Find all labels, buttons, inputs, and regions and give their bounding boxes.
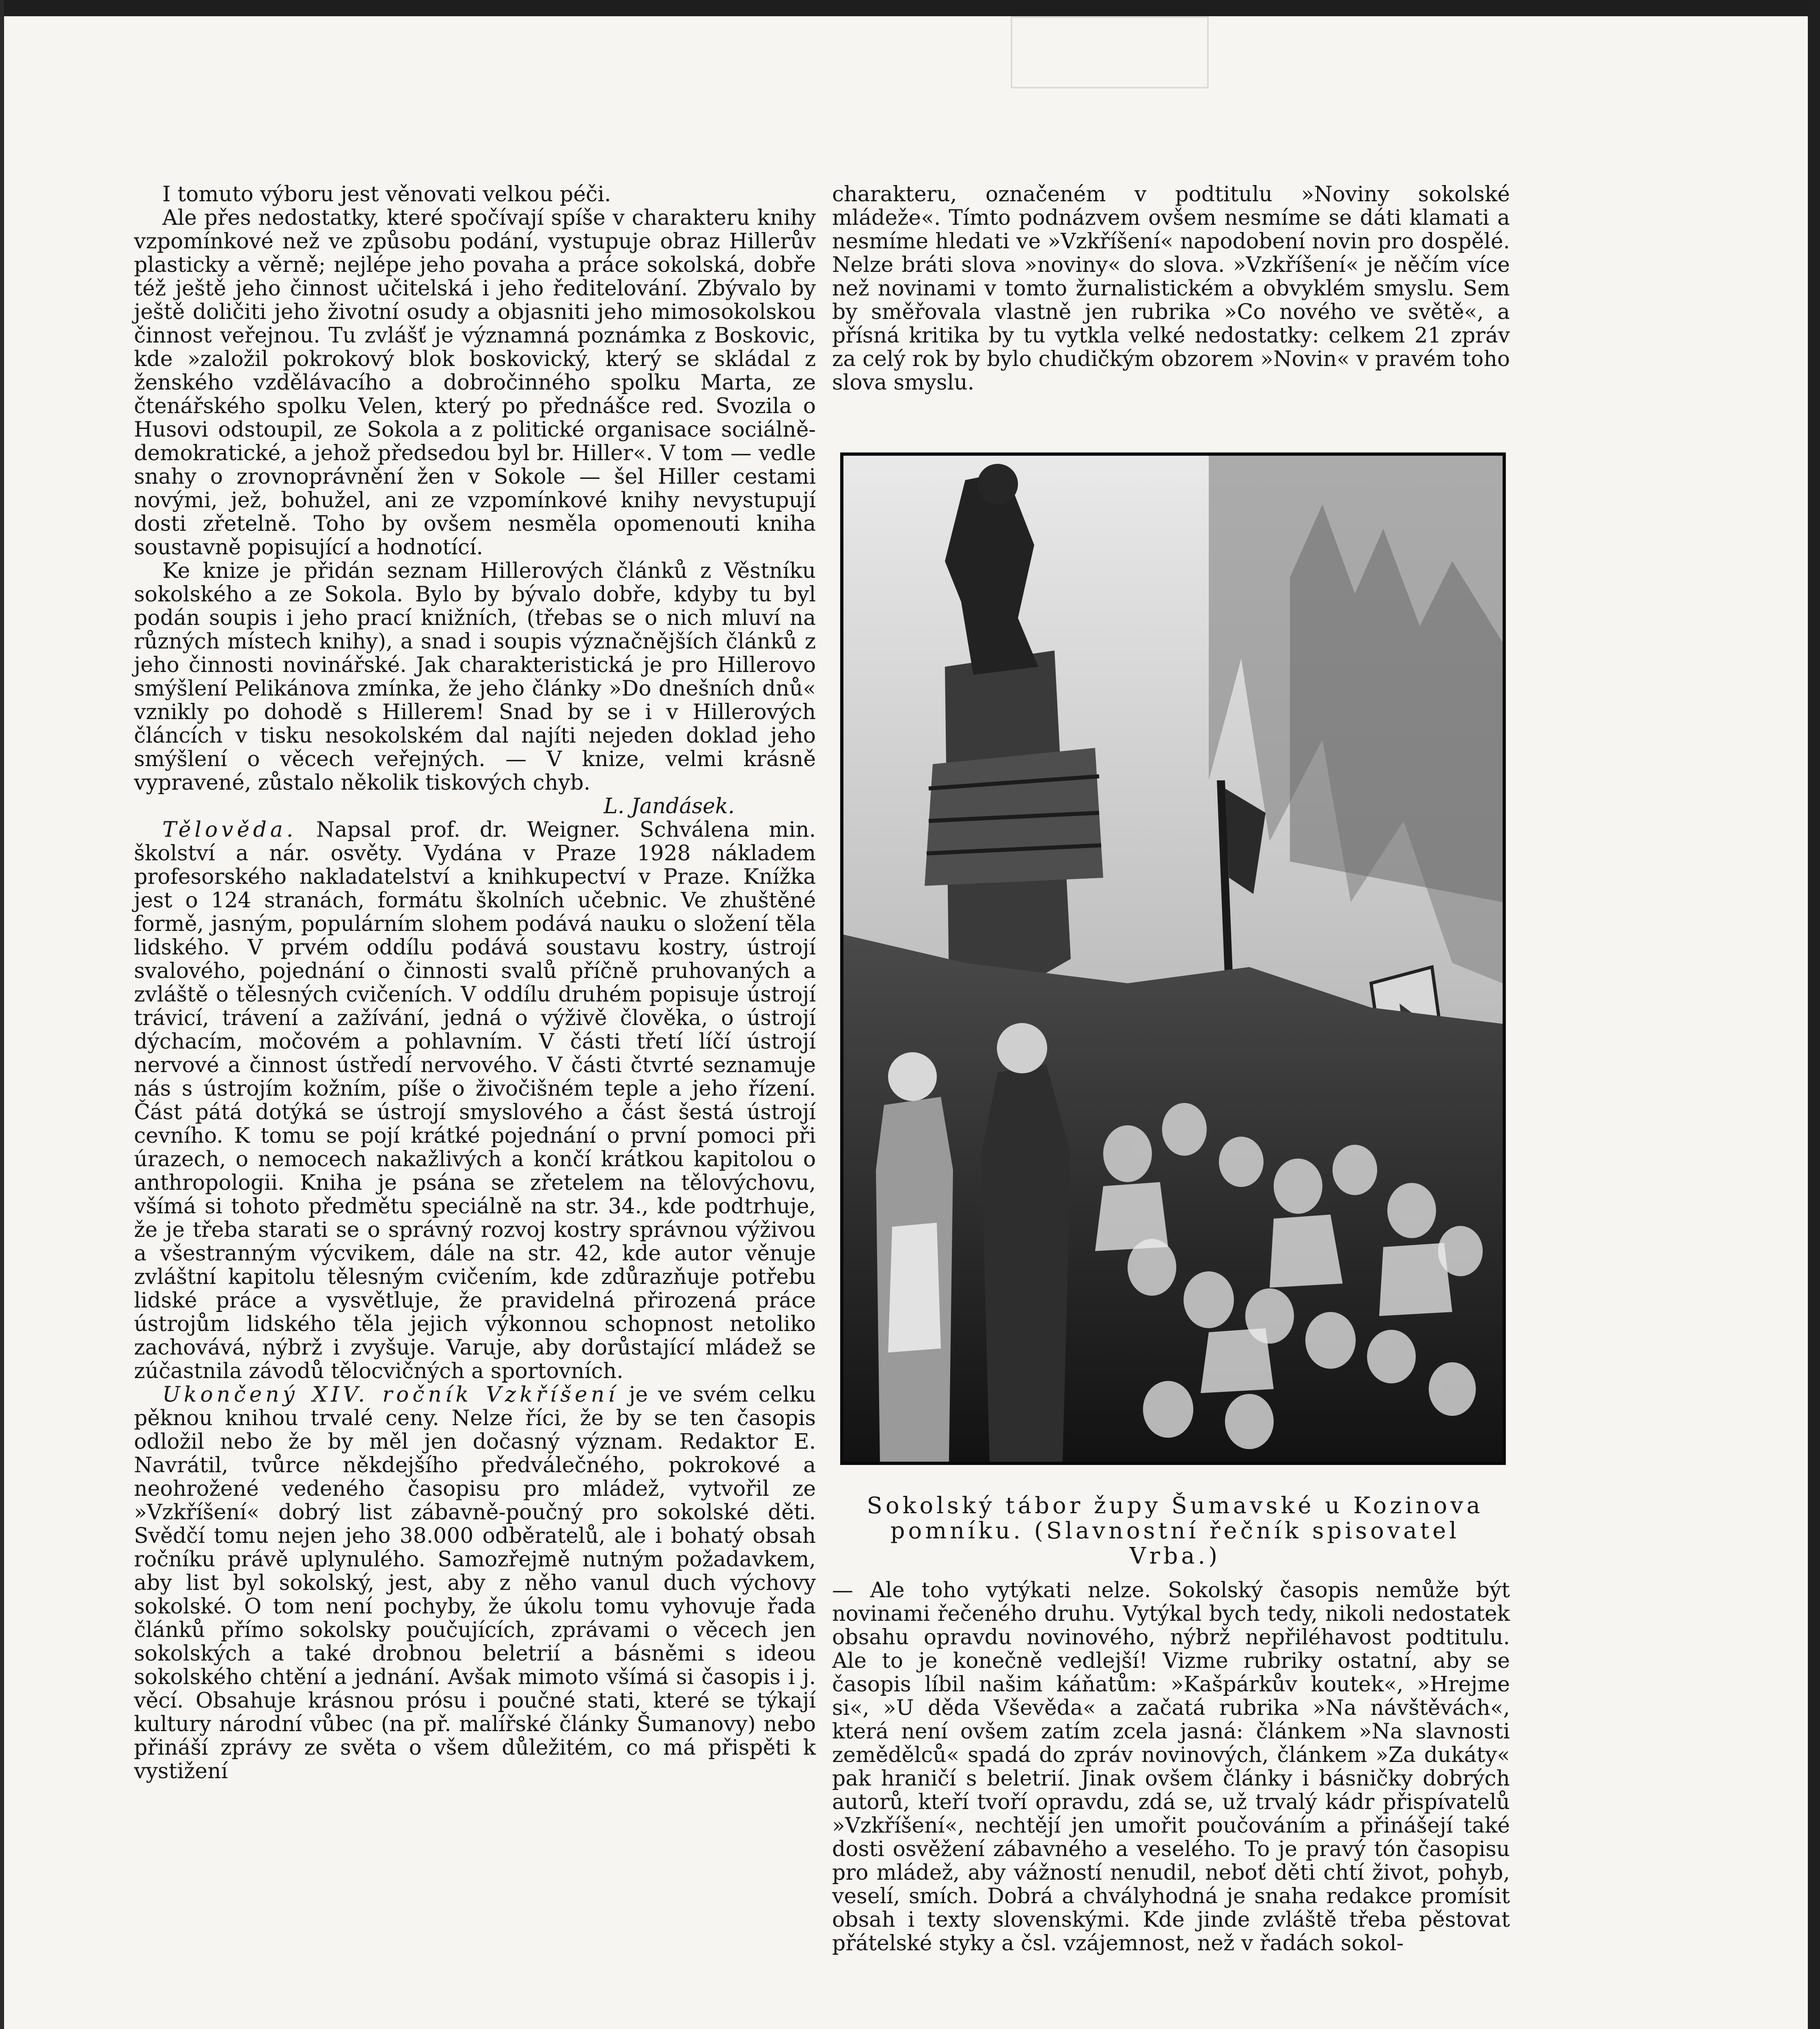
photo-sokol-rally-icon <box>843 456 1503 1462</box>
right-text-column-bottom <box>832 1579 1510 1955</box>
scan-border-right <box>1808 0 1820 2029</box>
paragraph-vzkriseni-critique: — Ale toho vytýkati nelze. Sokolský časopis nemůže být novinami řečeného druhu. Vytýkal bych tedy, nikoli nedostatek obsahu opravdu novinového, nýbrž nepřiléhavost podtitulu. Ale to je konečně vedlejší! Vizme rubriky ostatní, aby se časopis líbil našim káňatům: »Kašpárkův koutek«, »Hrejme si«, »U děda Vševěda« a začatá rubrika »Na návštěvách«, která není ovšem zatím zcela jasná: článkem »Na slavnosti zemědělců« spadá do zpráv novinových, článkem »Za dukáty« pak hraničí s beletrií. Jinak ovšem články i básničky dobrých autorů, kteří tvoří opravdu, zdá se, už trvalý kádr přispívatelů »Vzkříšení«, nechtějí jen umořit poučováním a přinášejí také dosti osvěžení zábavného a veselého. To je pravý tón časopisu pro mládež, aby vážností nenudil, neboť děti chtí život, pohyb, veselí, smích. Dobrá a chvályhodná je snaha redakce promísit obsah i texty slovenskými. Kde jinde zvláště třeba pěstovat přátelské styky a čsl. vzájemnost, než v řadách sokol- <box>832 1578 1510 1956</box>
author-signature: L. Jandásek. <box>604 794 735 818</box>
paragraph-hiller-review: Ale přes nedostatky, které spočívají spíše v charakteru knihy vzpomínkové než ve způsobu podání, vystupuje obraz Hillerův plasticky a věrně; nejlépe jeho povaha a práce sokolská, dobře též ještě jeho činnost učitelská i jeho ředitelování. Zbývalo by ještě doličiti jeho životní osudy a objasniti jeho mimosokolskou činnost veřejnou. Tu zvlášť je významná poznámka z Boskovic, kde »založil pokrokový blok boskovický, který se skládal z ženského vzdělávacího a dobročinného spolku Marta, ze čtenářského spolku Velen, který po přednášce red. Svozila o Husovi odstoupil, ze Sokola a z politické organisace sociálně-demokratické, a jehož předsedou byl br. Hiller«. V tom — vedle snahy o zrovnoprávnění žen v Sokole — šel Hiller cestami novými, jež, bohužel, ani ze vzpomínkové knihy nevystupují dosti zřetelně. Toho by ovšem nesměla opomenouti kniha soustavně popisující a hodnotící. <box>134 206 816 560</box>
right-text-column-top <box>832 183 1510 394</box>
photo-sokol-rally <box>840 452 1506 1465</box>
paragraph-telovedа-review <box>134 818 816 1383</box>
scan-border-left <box>0 0 4 2029</box>
photo-caption: Sokolský tábor župy Šumavské u Kozinova pomníku. (Slavnostní řečník spisovatel Vrba.) <box>867 1493 1484 1569</box>
review-body-vzkriseni: je ve svém celku pěknou knihou trvalé ceny. Nelze říci, že by se ten časopis odložil nebo že by měl jen dočasný význam. Redaktor E. Navrátil, tvůrce někdejšího předválečného, pokrokové a neohrožené vedeného časopisu pro mládež, vytvořil ze »Vzkříšení« dobrý list zábavně-poučný pro sokolské děti. Svědčí tomu nejen jeho 38.000 odběratelů, ale i bohatý obsah ročníku právě uplynulého. Samozřejmě nutným požadavkem, aby list byl sokolský, jest, aby z něho vanul duch výchovy sokolské. O tom není pochyby, že úkolu tomu vyhovuje řada článků přímo sokolsky poučujících, zprávami o věcech jen sokolských a také drobnou beletrií a básněmi s ideou sokolského chtění a jednání. Avšak mimoto všímá si časopis i j. věcí. Obsahuje krásnou prósu i poučné stati, které se týkají kultury národní vůbec (na př. malířské články Šumanovy) nebo přináší zprávy ze světa o všem důležitém, co má přispěti k vystižení <box>134 1383 816 1783</box>
library-stamp-mark <box>1011 16 1209 88</box>
review-title-teloveda: Tělověda. <box>162 818 297 842</box>
paragraph-vzkriseni-continued: charakteru, označeném v podtitulu »Noviny sokolské mládeže«. Tímto podnázvem ovšem nesmíme se dáti klamati a nesmíme hledati ve »Vzkříšení« napodobení novin pro dospělé. Nelze bráti slova »noviny« do slova. »Vzkříšení« je něčím více než novinami v tomto žurnalistickém a obvyklém smyslu. Sem by směřovala vlastně jen rubrika »Co nového ve světě«, a přísná kritika by tu vytkla velké nedostatky: celkem 21 zpráv za celý rok by bylo chudičkým obzorem »Novin« v pravém toho slova smyslu. <box>832 182 1510 395</box>
left-text-column <box>134 183 816 1783</box>
paragraph-articles-list: Ke knize je přidán seznam Hillerových článků z Věstníku sokolského a ze Sokola. Bylo by bývalo dobře, kdyby tu byl podán soupis i jeho prací knižních, (třebas se o nich mluví na různých místech knihy), a snad i soupis význačnějších článků z jeho činnosti novinářské. Jak charakteristická je pro Hillerovo smýšlení Pelikánova zmínka, že jeho články »Do dnešních dnů« vznikly po dohodě s Hillerem! Snad by se i v Hillerových článcích v tisku nesokolském dal najíti nejeden doklad jeho smýšlení o věcech veřejných. — V knize, velmi krásně vypravené, zůstalo několik tiskových chyb. <box>134 559 816 795</box>
scan-border-top <box>0 0 1820 16</box>
review-body-teloveda: Napsal prof. dr. Weigner. Schválena min. školství a nár. osvěty. Vydána v Praze 1928 nákladem profesorského nakladatelství a knihkupectví v Praze. Knížka jest o 124 stranách, formátu školních učebnic. Ve zhuštěné formě, jasným, populárním slohem podává nauku o složení těla lidského. V prvém oddílu podává soustavu kostry, ústrojí svalového, pojednání o činnosti svalů příčně pruhovaných a zvláště o tělesných cvičeních. V oddílu druhém popisuje ústrojí trávicí, trávení a zažívání, jedná o výživě člověka, o ústrojí dýchacím, močovém a pohlavním. V části třetí líčí ústrojí nervové a činnost ústředí nervového. V části čtvrté seznamuje nás s ústrojím kožním, píše o živočišném teple a jeho řízení. Část pátá dotýká se ústrojí smyslového a část šestá ústrojí cevního. K tomu se pojí krátké pojednání o první pomoci při úrazech, o nemocech nakažlivých a končí krátkou kapitolou o anthropologii. Kniha je psána se zřetelem na tělovýchovu, všímá si tohoto předmětu speciálně na str. 34., kde podtrhuje, že je třeba starati se o správný rozvoj kostry správnou výživou a všestranným výcvikem, dále na str. 42, kde autor věnuje zvláštní kapitolu tělesným cvičením, kde zdůrazňuje potřebu lidské práce a vysvětluje, že pravidelná přirozená práce ústrojům lidského těla jejich výkonnou schopnost netoliko zachovává, nýbrž i zvyšuje. Varuje, aby dorůstající mládež se zúčastnila závodů tělocvičných a sportovních. <box>134 818 816 1383</box>
paragraph-intro: I tomuto výboru jest věnovati velkou péči. <box>162 182 611 207</box>
paragraph-vzkriseni-review <box>134 1383 816 1783</box>
review-title-vzkriseni: Ukončený XIV. ročník Vzkříšení <box>162 1383 619 1407</box>
